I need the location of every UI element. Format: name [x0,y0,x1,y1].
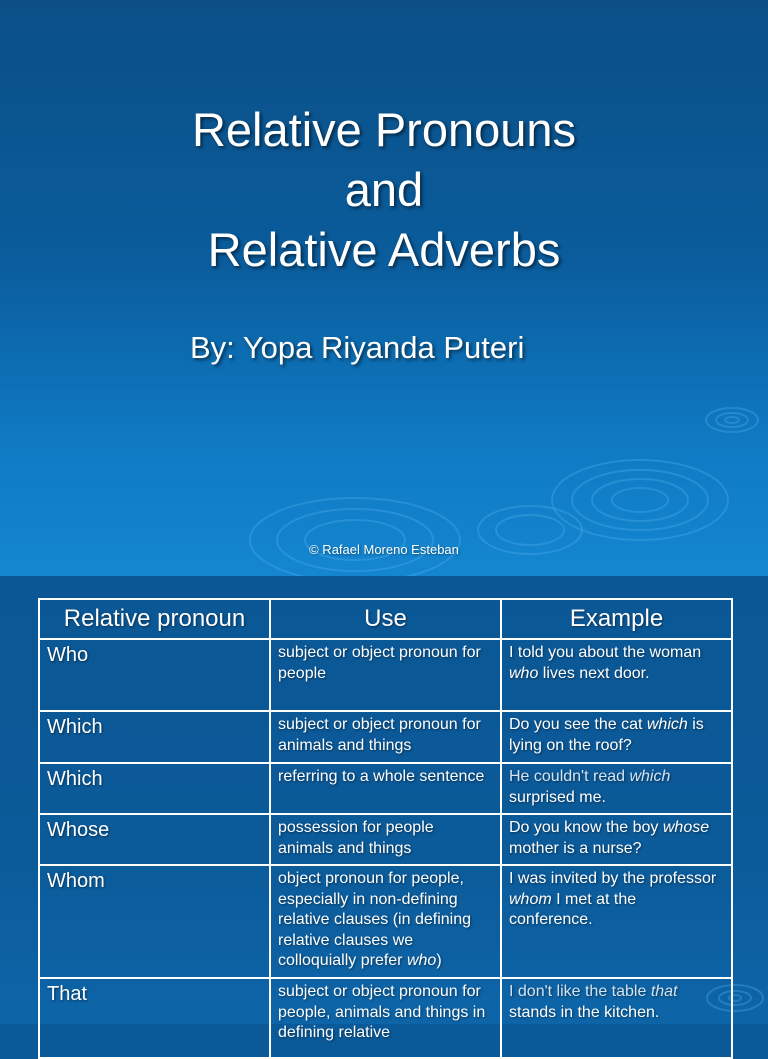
header-use: Use [270,599,501,639]
example-text: I don't like the table [509,983,651,1000]
pronoun-cell: Which [39,711,270,763]
use-cell: possession for people animals and things [270,814,501,865]
relative-pronoun-table [38,598,733,1059]
use-cell: subject or object pronoun for people, animals and things in defining relative [270,978,501,1058]
table-slide [0,576,768,1041]
example-text: mother is a nurse? [509,839,642,857]
use-cell [270,865,501,978]
pronoun-cell: Whom [39,865,270,978]
slide-title [0,100,768,280]
table-row [39,711,732,763]
example-keyword: whom [509,890,552,908]
table-header-row [39,599,732,639]
use-keyword: who [406,952,437,969]
example-text: surprised me. [509,788,606,806]
copyright-credit: © Rafael Moreno Esteban [309,542,459,557]
example-keyword: whose [662,819,710,836]
pronoun-cell: Whose [39,814,270,865]
table-row [39,978,732,1058]
table-row [39,865,732,978]
example-text: stands in the kitchen. [509,1003,660,1021]
use-cell: subject or object pronoun for people [270,639,501,711]
header-relative-pronoun: Relative pronoun [39,599,270,639]
example-cell [501,814,732,865]
use-text: ) [436,952,442,969]
table-row [39,814,732,865]
title-line-1: Relative Pronouns [191,103,577,156]
example-cell [501,711,732,763]
pronoun-cell: Who [39,639,270,711]
example-text: is lying on the roof? [509,716,704,754]
example-keyword: that [650,983,678,1000]
pronoun-cell: Which [39,763,270,814]
example-keyword: which [646,716,688,733]
example-text: He couldn't read [509,768,630,785]
author-byline: By: Yopa Riyanda Puteri [190,330,525,365]
example-keyword: who [509,664,539,682]
example-cell [501,978,732,1058]
example-text: lives next door. [538,664,650,682]
pronoun-cell: That [39,978,270,1058]
example-text: I was invited by the professor [509,870,717,887]
header-example: Example [501,599,732,639]
use-text: object pronoun for people, especially in non-defining relative clauses (in defining relative clauses we colloquially prefer [278,870,471,969]
example-text: I met at the conference. [509,890,637,928]
example-text: Do you know the boy [509,819,663,836]
table-row [39,763,732,814]
title-line-2: and [344,163,424,216]
example-cell [501,763,732,814]
title-line-3: Relative Adverbs [207,223,561,276]
table-row [39,639,732,711]
example-text: Do you see the cat [509,716,647,733]
example-cell [501,865,732,978]
example-text: I told you about the woman [509,644,702,661]
example-keyword: which [629,768,671,785]
use-cell: referring to a whole sentence [270,763,501,814]
example-cell [501,639,732,711]
use-cell: subject or object pronoun for animals and things [270,711,501,763]
